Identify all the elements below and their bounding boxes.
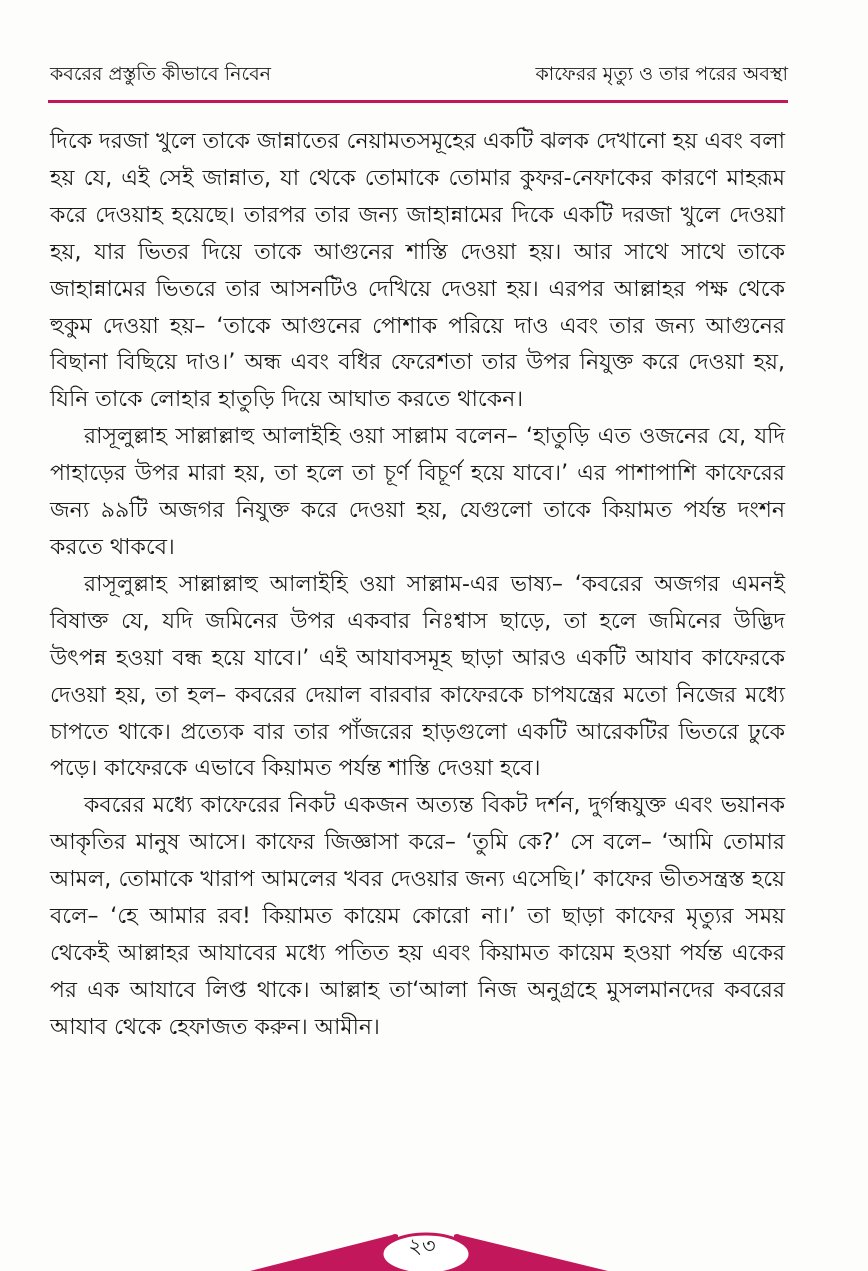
running-header xyxy=(50,58,788,92)
header-divider xyxy=(48,100,788,103)
paragraph: রাসূলুল্লাহ সাল্লাল্লাহু আলাইহি ওয়া সাল্লাম বলেন– ‘হাতুড়ি এত ওজনের যে, যদি পাহাড়ের উপর মারা হয়, তা হলে তা চূর্ণ বিচূর্ণ হয়ে যাবে।’ এর পাশাপাশি কাফেরের জন্য ৯৯টি অজগর নিযুক্ত করে দেওয়া হয়, যেগুলো তাকে কিয়ামত পর্যন্ত দংশন করতে থাকবে। xyxy=(50,424,785,560)
paragraph: দিকে দরজা খুলে তাকে জান্নাতের নেয়ামতসমূহের একটি ঝলক দেখানো হয় এবং বলা হয় যে, এই সেই জান্নাত, যা থেকে তোমাকে তোমার কুফর-নেফাকের কারণে মাহরূম করে দেওয়াহ হয়েছে। তারপর তার জন্য জাহান্নামের দিকে একটি দরজা খুলে দেওয়া হয়, যার ভিতর দিয়ে তাকে আগুনের শাস্তি দেওয়া হয়। আর সাথে সাথে তাকে জাহান্নামের ভিতরে তার আসনটিও দেখিয়ে দেওয়া হয়। এরপর আল্লাহর পক্ষ থেকে হুকুম দেওয়া হয়– ‘তাকে আগুনের পোশাক পরিয়ে দাও এবং তার জন্য আগুনের বিছানা বিছিয়ে দাও।’ অন্ধ এবং বধির ফেরেশতা তার উপর নিযুক্ত করে দেওয়া হয়, যিনি তাকে লোহার হাতুড়ি দিয়ে আঘাত করতে থাকেন। xyxy=(50,129,785,413)
page-body xyxy=(50,124,785,1047)
paragraph: রাসূলুল্লাহ সাল্লাল্লাহু আলাইহি ওয়া সাল্লাম-এর ভাষ্য– ‘কবরের অজগর এমনই বিষাক্ত যে, যদি জমিনের উপর একবার নিঃশ্বাস ছাড়ে, তা হলে জমিনের উদ্ভিদ উৎপন্ন হওয়া বন্ধ হয়ে যাবে।’ এই আযাবসমূহ ছাড়া আরও একটি আযাব কাফেরকে দেওয়া হয়, তা হল– কবরের দেয়াল বারবার কাফেরকে চাপযন্ত্রের মতো নিজের মধ্যে চাপতে থাকে। প্রত্যেক বার তার পাঁজরের হাড়গুলো একটি আরেকটির ভিতরে ঢুকে পড়ে। কাফেরকে এভাবে কিয়ামত পর্যন্ত শাস্তি দেওয়া হবে। xyxy=(50,571,785,782)
page-number: ২৩ xyxy=(408,1234,436,1258)
header-right-title: কাফেরর মৃত্যু ও তার পরের অবস্থা xyxy=(535,63,788,85)
header-left-title: কবরের প্রস্তুতি কীভাবে নিবেন xyxy=(50,63,271,85)
paragraph: কবরের মধ্যে কাফেরের নিকট একজন অত্যন্ত বিকট দর্শন, দুর্গন্ধযুক্ত এবং ভয়ানক আকৃতির মানুষ আসে। কাফের জিজ্ঞাসা করে– ‘তুমি কে?’ সে বলে– ‘আমি তোমার আমল, তোমাকে খারাপ আমলের খবর দেওয়ার জন্য এসেছি।’ কাফের ভীতসন্ত্রস্ত হয়ে বলে– ‘হে আমার রব! কিয়ামত কায়েম কোরো না।’ তা ছাড়া কাফের মৃত্যুর সময় থেকেই আল্লাহর আযাবের মধ্যে পতিত হয় এবং কিয়ামত কায়েম হওয়া পর্যন্ত একের পর এক আযাবে লিপ্ত থাকে। আল্লাহ তা‘আলা নিজ অনুগ্রহে মুসলমানদের কবরের আযাব থেকে হেফাজত করুন। আমীন। xyxy=(50,793,785,1040)
